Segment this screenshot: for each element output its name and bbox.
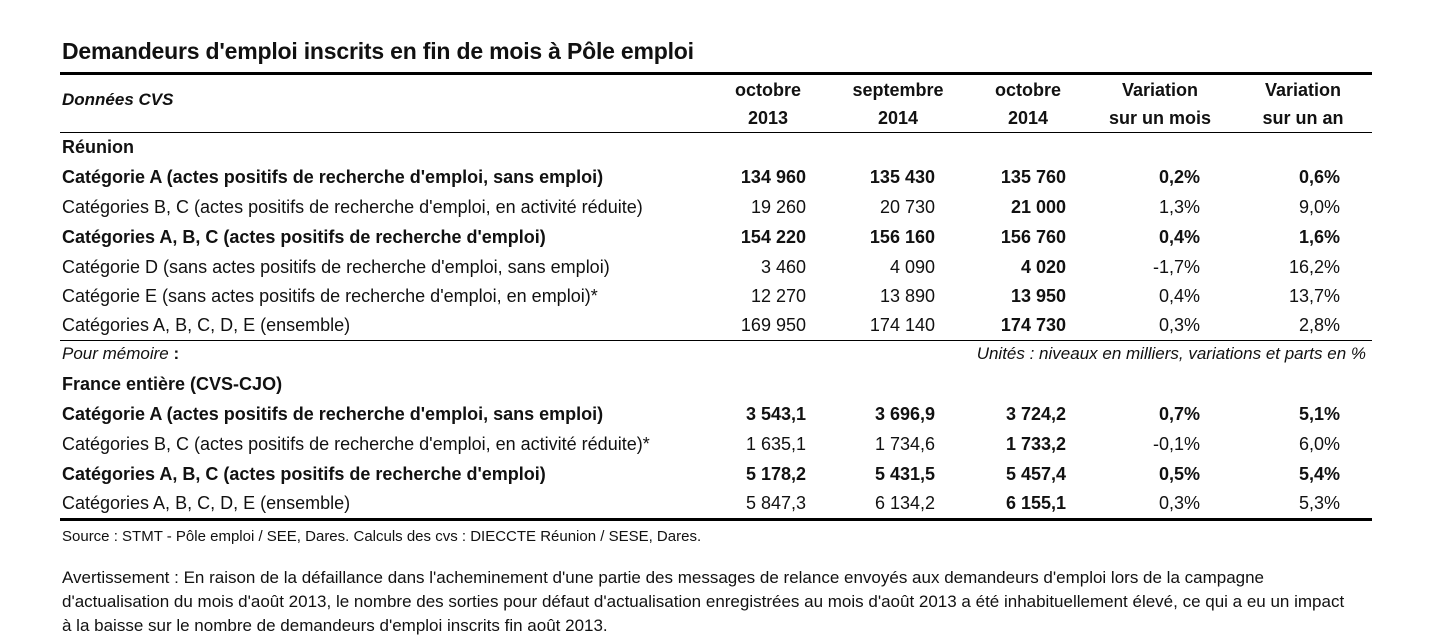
bottom-rule <box>60 518 1372 521</box>
table-row: Catégories A, B, C, D, E (ensemble) 169 950 174 140 174 730 0,3% 2,8% <box>62 315 1340 335</box>
memo-label: Pour mémoire : <box>62 344 180 363</box>
table-row: Catégories A, B, C, D, E (ensemble) 5 847,3 6 134,2 6 155,1 0,3% 5,3% <box>62 493 1340 513</box>
header-label: Données CVS <box>62 90 174 109</box>
header-rule <box>60 132 1372 133</box>
section-france: France entière (CVS-CJO) <box>62 374 283 394</box>
table-row: Catégories A, B, C (actes positifs de recherche d'emploi) 154 220 156 160 156 760 0,4% 1,6% <box>62 227 1340 247</box>
table-row: Catégories B, C (actes positifs de recherche d'emploi, en activité réduite)* 1 635,1 1 734,6 1 733,2 -0,1% 6,0% <box>62 434 1340 454</box>
header-col-oct-2013: octobre 2013 <box>734 80 801 128</box>
warning-paragraph: Avertissement : En raison de la défaillance dans l'acheminement d'une partie des messages de relance envoyés aux demandeurs d'emploi lors de la campagne d'actualisation du mois d'août 2013, le nombre des sorties pour défaut d'actualisation enregistrées au mois d'août 2013 a été inhabituellement élevé, ce qui a eu un impact à la baisse sur le nombre de demandeurs d'emploi inscrits fin août 2013. <box>62 568 1345 635</box>
header-col-variation-mois: Variation sur un mois <box>1108 80 1211 128</box>
top-rule <box>60 72 1372 75</box>
table-row: Catégories B, C (actes positifs de recherche d'emploi, en activité réduite) 19 260 20 730 21 000 1,3% 9,0% <box>62 197 1340 217</box>
source-note: Source : STMT - Pôle emploi / SEE, Dares. Calculs des cvs : DIECCTE Réunion / SESE, Dares. <box>62 528 702 545</box>
table-row: Catégorie A (actes positifs de recherche d'emploi, sans emploi) 134 960 135 430 135 760 0,2% 0,6% <box>62 167 1340 187</box>
header-col-oct-2014: octobre 2014 <box>994 80 1061 128</box>
table-title: Demandeurs d'emploi inscrits en fin de mois à Pôle emploi <box>62 38 694 64</box>
table-row: Catégorie A (actes positifs de recherche d'emploi, sans emploi) 3 543,1 3 696,9 3 724,2 0,7% 5,1% <box>62 404 1340 424</box>
table-row: Catégorie D (sans actes positifs de recherche d'emploi, sans emploi) 3 460 4 090 4 020 -1,7% 16,2% <box>62 257 1340 277</box>
units-note: Unités : niveaux en milliers, variations et parts en % <box>976 344 1366 363</box>
table-row: Catégorie E (sans actes positifs de recherche d'emploi, en emploi)* 12 270 13 890 13 950 0,4% 13,7% <box>62 286 1340 306</box>
header-col-variation-an: Variation sur un an <box>1262 80 1344 128</box>
table-row: Catégories A, B, C (actes positifs de recherche d'emploi) 5 178,2 5 431,5 5 457,4 0,5% 5,4% <box>62 464 1340 484</box>
section-reunion: Réunion <box>62 137 134 157</box>
section-rule <box>60 340 1372 341</box>
header-col-sep-2014: septembre 2014 <box>852 80 944 128</box>
